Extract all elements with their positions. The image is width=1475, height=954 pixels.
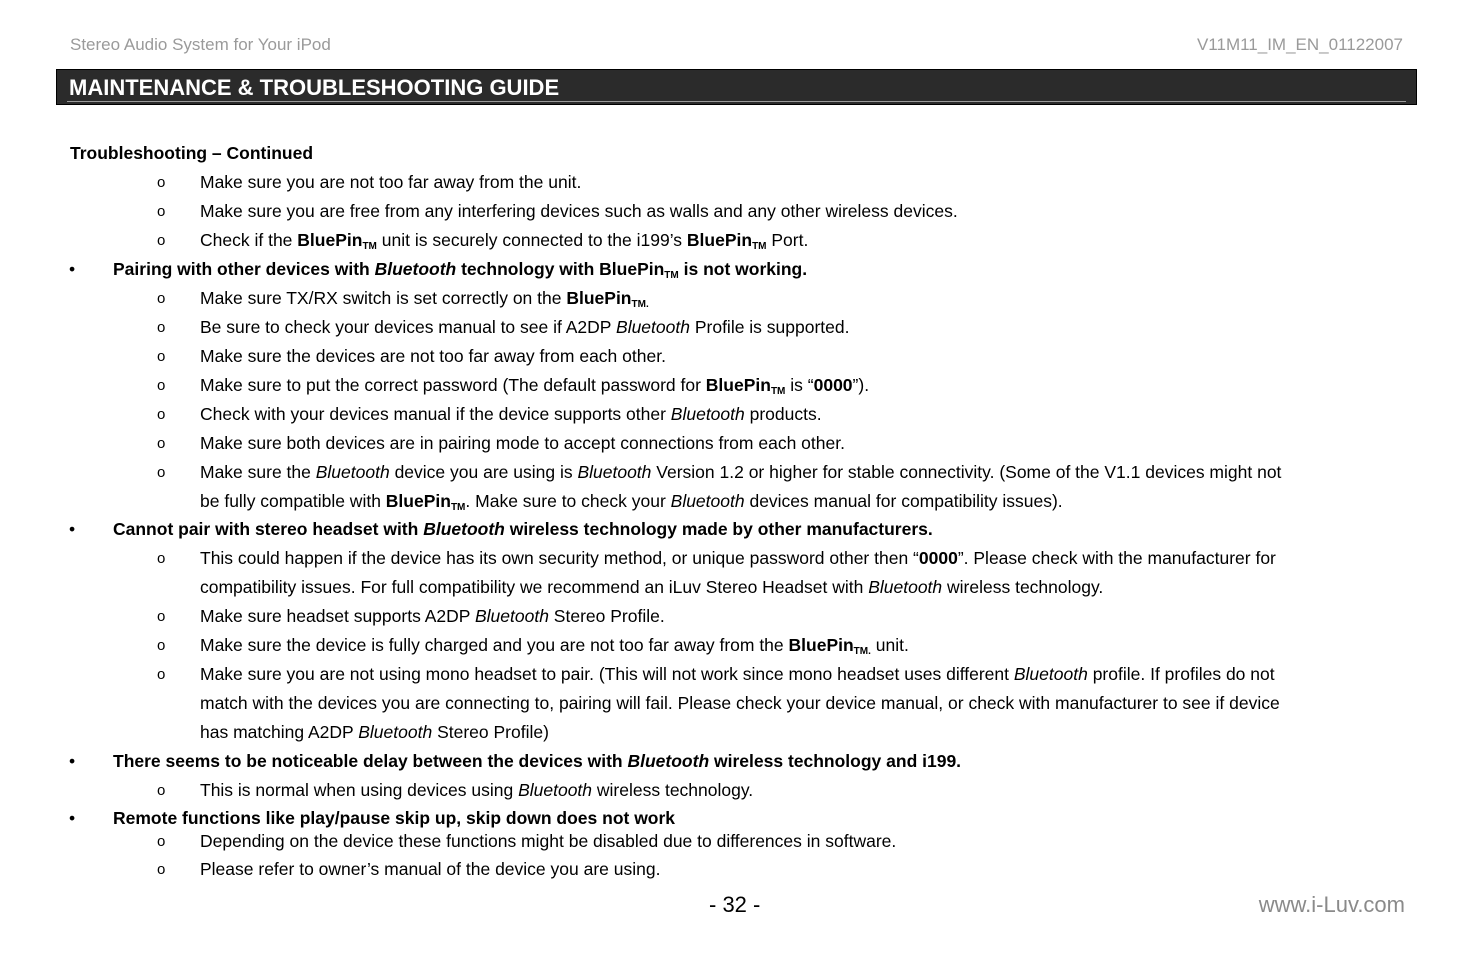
sub-bullet-icon: o: [157, 782, 166, 799]
sub-bullet-icon: o: [157, 435, 166, 452]
bullet-icon: •: [69, 751, 76, 771]
section-heading: Troubleshooting – Continued: [70, 143, 314, 163]
list-item: Be sure to check your devices manual to see if A2DP Bluetooth Profile is supported.: [200, 317, 850, 337]
issue-heading: Pairing with other devices with Bluetooth technology with BluePin$_{TM}$ is not working.: [113, 259, 808, 281]
title-underline: [67, 101, 1406, 102]
section-title-bar: [56, 69, 1417, 105]
sub-bullet-icon: o: [157, 319, 166, 336]
list-item-continuation: match with the devices you are connecting to, pairing will fail. Please check your device manual, or check with manufacturer to see if device: [200, 693, 1280, 713]
sub-bullet-icon: o: [157, 608, 166, 625]
list-item: Make sure you are not too far away from the unit.: [200, 172, 582, 192]
list-item-continuation: compatibility issues. For full compatibility we recommend an iLuv Stereo Headset with Bluetooth wireless technology.: [200, 577, 1104, 597]
page-title: MAINTENANCE & TROUBLESHOOTING GUIDE: [69, 75, 560, 100]
sub-bullet-icon: o: [157, 174, 166, 191]
list-item: This could happen if the device has its own security method, or unique password other then “0000”. Please check with the manufacturer for: [200, 548, 1276, 568]
document-header-title: Stereo Audio System for Your iPod: [70, 35, 331, 54]
sub-bullet-icon: o: [157, 464, 166, 481]
list-item: Check if the BluePin$_{TM}$ unit is securely connected to the i199’s BluePin$_{TM}$ Port.: [200, 230, 809, 252]
list-item: Make sure TX/RX switch is set correctly on the BluePin$_{TM.}$: [200, 288, 649, 310]
page-number: - 32 -: [709, 892, 761, 917]
sub-bullet-icon: o: [157, 550, 166, 567]
list-item: Please refer to owner’s manual of the device you are using.: [200, 859, 661, 879]
list-item-continuation: has matching A2DP Bluetooth Stereo Profile): [200, 722, 549, 742]
list-item: Make sure the devices are not too far away from each other.: [200, 346, 666, 366]
sub-bullet-icon: o: [157, 833, 166, 850]
list-item-continuation: be fully compatible with BluePin$_{TM}$. Make sure to check your Bluetooth devices manual for compatibility issues).: [200, 491, 1063, 513]
document-code: V11M11_IM_EN_01122007: [1196, 35, 1403, 54]
sub-bullet-icon: o: [157, 406, 166, 423]
issue-heading: Remote functions like play/pause skip up, skip down does not work: [113, 808, 676, 828]
bullet-icon: •: [69, 808, 76, 828]
list-item: This is normal when using devices using Bluetooth wireless technology.: [200, 780, 754, 800]
sub-bullet-icon: o: [157, 232, 166, 249]
issue-heading: Cannot pair with stereo headset with Bluetooth wireless technology made by other manufacturers.: [113, 519, 933, 539]
list-item: Make sure you are free from any interfering devices such as walls and any other wireless devices.: [200, 201, 958, 221]
list-item: Make sure both devices are in pairing mode to accept connections from each other.: [200, 433, 845, 453]
list-item: Depending on the device these functions might be disabled due to differences in software.: [200, 831, 897, 851]
list-item: Make sure to put the correct password (The default password for BluePin$_{TM}$ is “0000”).: [200, 375, 870, 397]
list-item: Make sure the device is fully charged and you are not too far away from the BluePin$_{TM.}$ unit.: [200, 635, 909, 657]
website-link[interactable]: www.i-Luv.com: [1258, 892, 1405, 917]
bullet-icon: •: [69, 259, 76, 279]
list-item: Make sure you are not using mono headset to pair. (This will not work since mono headset uses different Bluetooth profile. If profiles do not: [200, 664, 1275, 684]
issue-heading: There seems to be noticeable delay between the devices with Bluetooth wireless technology and i199.: [113, 751, 962, 771]
sub-bullet-icon: o: [157, 203, 166, 220]
sub-bullet-icon: o: [157, 348, 166, 365]
list-item: Check with your devices manual if the device supports other Bluetooth products.: [200, 404, 822, 424]
sub-bullet-icon: o: [157, 861, 166, 878]
sub-bullet-icon: o: [157, 666, 166, 683]
sub-bullet-icon: o: [157, 290, 166, 307]
bullet-icon: •: [69, 519, 76, 539]
sub-bullet-icon: o: [157, 377, 166, 394]
list-item: Make sure the Bluetooth device you are using is Bluetooth Version 1.2 or higher for stable connectivity. (Some of the V1.1 devices might not: [200, 462, 1282, 482]
sub-bullet-icon: o: [157, 637, 166, 654]
list-item: Make sure headset supports A2DP Bluetooth Stereo Profile.: [200, 606, 665, 626]
